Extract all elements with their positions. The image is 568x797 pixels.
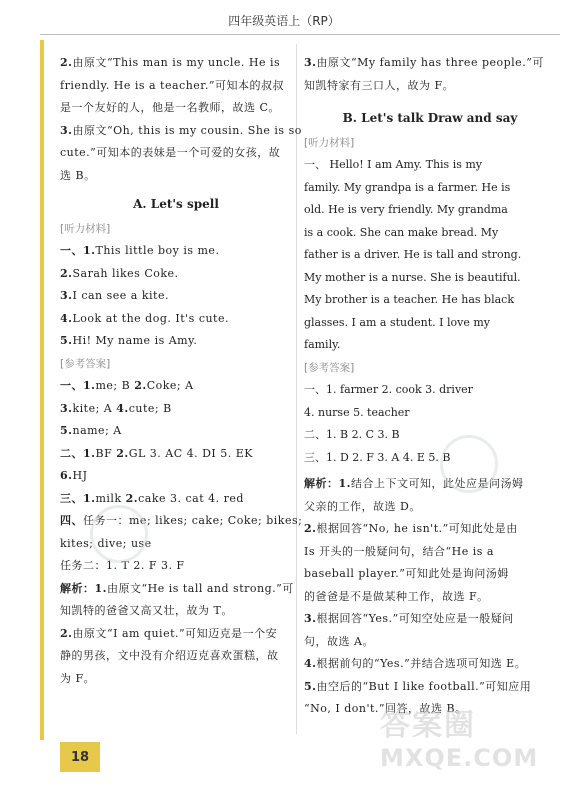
analysis-line-text: 句，故选 A。 (304, 634, 374, 648)
answer-line-text: cute; B (128, 401, 172, 415)
answer-line-text: Coke; A (146, 379, 194, 392)
spell-line-number: 5. (60, 334, 73, 347)
answer-line: 三、1. D 2. F 3. A 4. E 5. B (304, 450, 451, 464)
answer-line-number: 3. (60, 401, 73, 415)
answer-line-number: 6. (60, 469, 73, 482)
answer-line-text: 任务一：me; likes; cake; Coke; bikes; (83, 514, 303, 527)
talk-line: family. (304, 338, 341, 351)
answer-line: 一、1. farmer 2. cook 3. driver (304, 383, 473, 396)
column-divider (296, 44, 297, 734)
answer-line-text: 由原文“This man is my uncle. He is (72, 56, 281, 69)
spell-line-number: 一、1. (60, 244, 96, 257)
answer-line-text: me; B (95, 379, 135, 392)
analysis-line-number: 解析：1. (304, 477, 351, 490)
answer-line-number: 三、1. (60, 491, 96, 505)
answer-line-text: cute.”可知本的表妹是一个可爱的女孩，故 (60, 146, 281, 159)
page-header: 四年级英语上（RP） (228, 14, 340, 28)
talk-line: 一、 Hello! I am Amy. This is my (304, 158, 483, 171)
spell-line-text: This little boy is me. (95, 244, 220, 257)
answer-line-text: GL 3. AC 4. DI 5. EK (128, 446, 254, 460)
answer-line (60, 465, 292, 488)
analysis-line-text: 为 F。 (60, 671, 96, 685)
answer-line-text: BF (95, 446, 117, 460)
answer-line-text: 选 B。 (60, 168, 96, 182)
analysis-line-number: 2. (304, 522, 317, 535)
analysis-line-number: 5. (304, 679, 317, 693)
answer-line-number: 一、1. (60, 379, 96, 392)
answer-line (60, 75, 292, 98)
answer-line-text: milk (95, 491, 126, 505)
answer-line-number: 四、 (60, 514, 83, 527)
spell-line-text: Look at the dog. It's cute. (72, 311, 229, 325)
right-analysis (304, 473, 556, 721)
analysis-line (304, 473, 556, 496)
watermark-stamp (440, 435, 498, 493)
answer-line (60, 120, 302, 143)
spell-lines (60, 240, 292, 353)
answer-line (60, 420, 292, 443)
answer-line (60, 488, 292, 511)
answer-line (304, 75, 556, 98)
analysis-line-number: 解析：1. (60, 581, 107, 595)
analysis-line (60, 578, 292, 601)
analysis-line (304, 586, 556, 609)
spell-line (60, 308, 292, 331)
header-rule (40, 34, 560, 35)
left-analysis (60, 578, 292, 691)
analysis-line-text: 父亲的工作，故选 D。 (304, 499, 421, 513)
left-top-block (60, 52, 302, 187)
analysis-line-number: 3. (304, 612, 317, 625)
answer-line-text: 由原文“My family has three people.”可 (316, 56, 544, 69)
spell-line-number: 4. (60, 311, 73, 325)
spell-line (60, 240, 292, 263)
answer-line-number: 4. (116, 401, 129, 415)
analysis-line (60, 645, 292, 668)
answer-line-number: 3. (304, 56, 317, 69)
analysis-line-text: 由原文“He is tall and strong.”可 (106, 581, 294, 595)
analysis-line-text: baseball player.”可知此处是询问汤姆 (304, 567, 509, 580)
answer-line-text: 由原文“Oh, this is my cousin. She is so (72, 123, 302, 137)
talk-line: family. My grandpa is a farmer. He is (304, 180, 511, 194)
spell-line-text: Sarah likes Coke. (72, 266, 179, 280)
spell-line (60, 285, 292, 308)
answer-line-text: name; A (72, 424, 122, 437)
answer-line (60, 97, 292, 120)
talk-line: father is a driver. He is tall and strong. (304, 248, 522, 261)
answer-line (304, 52, 556, 75)
analysis-line-text: 的爸爸是不是做某种工作，故选 F。 (304, 589, 489, 603)
watermark-line1: 答案圈 (380, 708, 476, 743)
answer-line (60, 142, 292, 165)
analysis-line (304, 653, 556, 676)
answer-line-number: 5. (60, 424, 73, 437)
section-title-talk: B. Let's talk Draw and say (342, 111, 518, 125)
left-column (60, 52, 303, 690)
answer-tag-right: [参考答案] (304, 361, 355, 374)
analysis-line-text: 由空后的“But I like football.”可知应用 (316, 679, 532, 693)
talk-line: My mother is a nurse. She is beautiful. (304, 270, 521, 284)
answer-line (60, 52, 292, 75)
analysis-line (60, 668, 292, 691)
answer-line-text: kite; A (72, 401, 117, 415)
analysis-line-text: 静的男孩，文中没有介绍迈克喜欢蛋糕，故 (60, 649, 279, 662)
talk-passage (304, 154, 556, 357)
analysis-line (304, 496, 556, 519)
spell-line (60, 263, 292, 286)
answer-line-text: cake 3. cat 4. red (138, 491, 244, 505)
analysis-line (304, 518, 556, 541)
answer-tag: [参考答案] (60, 357, 111, 370)
watermark-line2: MXQE.COM (380, 744, 539, 772)
answer-line-number: 2. (134, 379, 147, 392)
answer-line-text: 任务二：1. T 2. F 3. F (60, 559, 185, 572)
talk-line: My brother is a teacher. He has black (304, 293, 514, 306)
spell-line-text: I can see a kite. (72, 289, 169, 302)
answer-line (60, 398, 292, 421)
analysis-line (60, 600, 292, 623)
answer-line-text: friendly. He is a teacher.”可知本的叔叔 (60, 78, 284, 92)
spell-line-number: 3. (60, 289, 73, 302)
answer-line (60, 443, 292, 466)
analysis-line-text: 结合上下文可知，此处应是问汤姆 (350, 477, 524, 490)
answer-line (60, 375, 292, 398)
answer-line-text: HJ (72, 469, 88, 482)
analysis-line-text: 根据前句的“Yes.”并结合选项可知选 E。 (316, 657, 527, 670)
analysis-line (304, 676, 556, 699)
answer-line-text: kites; dive; use (60, 536, 152, 550)
answer-line-number: 2. (60, 56, 73, 69)
analysis-line-number: 4. (304, 657, 317, 670)
analysis-line-text: 知凯特的爸爸又高又壮，故为 T。 (60, 604, 233, 617)
watermark-stamp (90, 505, 148, 563)
right-top-block (304, 52, 556, 97)
spell-line (60, 330, 292, 353)
answer-line-number: 2. (116, 446, 129, 460)
spell-line-number: 2. (60, 266, 73, 280)
talk-line: old. He is very friendly. My grandma (304, 203, 508, 216)
analysis-line-text: 根据回答“Yes.”可知空处应是一般疑问 (316, 612, 514, 625)
analysis-line-number: 2. (60, 626, 73, 640)
analysis-line (304, 563, 556, 586)
talk-line: glasses. I am a student. I love my (304, 315, 490, 329)
answer-line-number: 2. (125, 491, 139, 505)
answer-line-text: 知凯特家有三口人，故为 F。 (304, 78, 455, 92)
tingli-tag: [听力材料] (60, 222, 111, 235)
analysis-line (60, 623, 292, 646)
analysis-line-text: “No, I don't.”回答，故选 B。 (304, 702, 467, 715)
section-title-spell: A. Let's spell (133, 197, 219, 211)
answer-line-number: 二、1. (60, 446, 96, 460)
analysis-line-text: 根据回答“No, he isn't.”可知此处是由 (316, 522, 518, 535)
tingli-tag-right: [听力材料] (304, 136, 355, 149)
talk-line: is a cook. She can make bread. My (304, 225, 499, 239)
answer-line-text: 是一个友好的人，他是一名教师，故选 C。 (60, 101, 280, 114)
right-column (304, 52, 556, 721)
analysis-line-text: 由原文“I am quiet.”可知迈克是一个安 (72, 626, 278, 640)
page-number: 18 (60, 742, 100, 772)
answer-line (60, 165, 292, 188)
right-answers (304, 379, 556, 469)
page-edge-bar (40, 40, 44, 740)
spell-line-text: Hi! My name is Amy. (72, 334, 198, 347)
analysis-line (304, 608, 556, 631)
analysis-line (304, 541, 556, 564)
answer-line: 4. nurse 5. teacher (304, 405, 410, 419)
answer-line (60, 555, 292, 578)
analysis-line-text: Is 开头的一般疑问句，结合“He is a (304, 544, 494, 558)
analysis-line (304, 631, 556, 654)
answer-line-number: 3. (60, 123, 73, 137)
watermark-logo (380, 700, 538, 772)
answer-line: 二、1. B 2. C 3. B (304, 428, 400, 441)
